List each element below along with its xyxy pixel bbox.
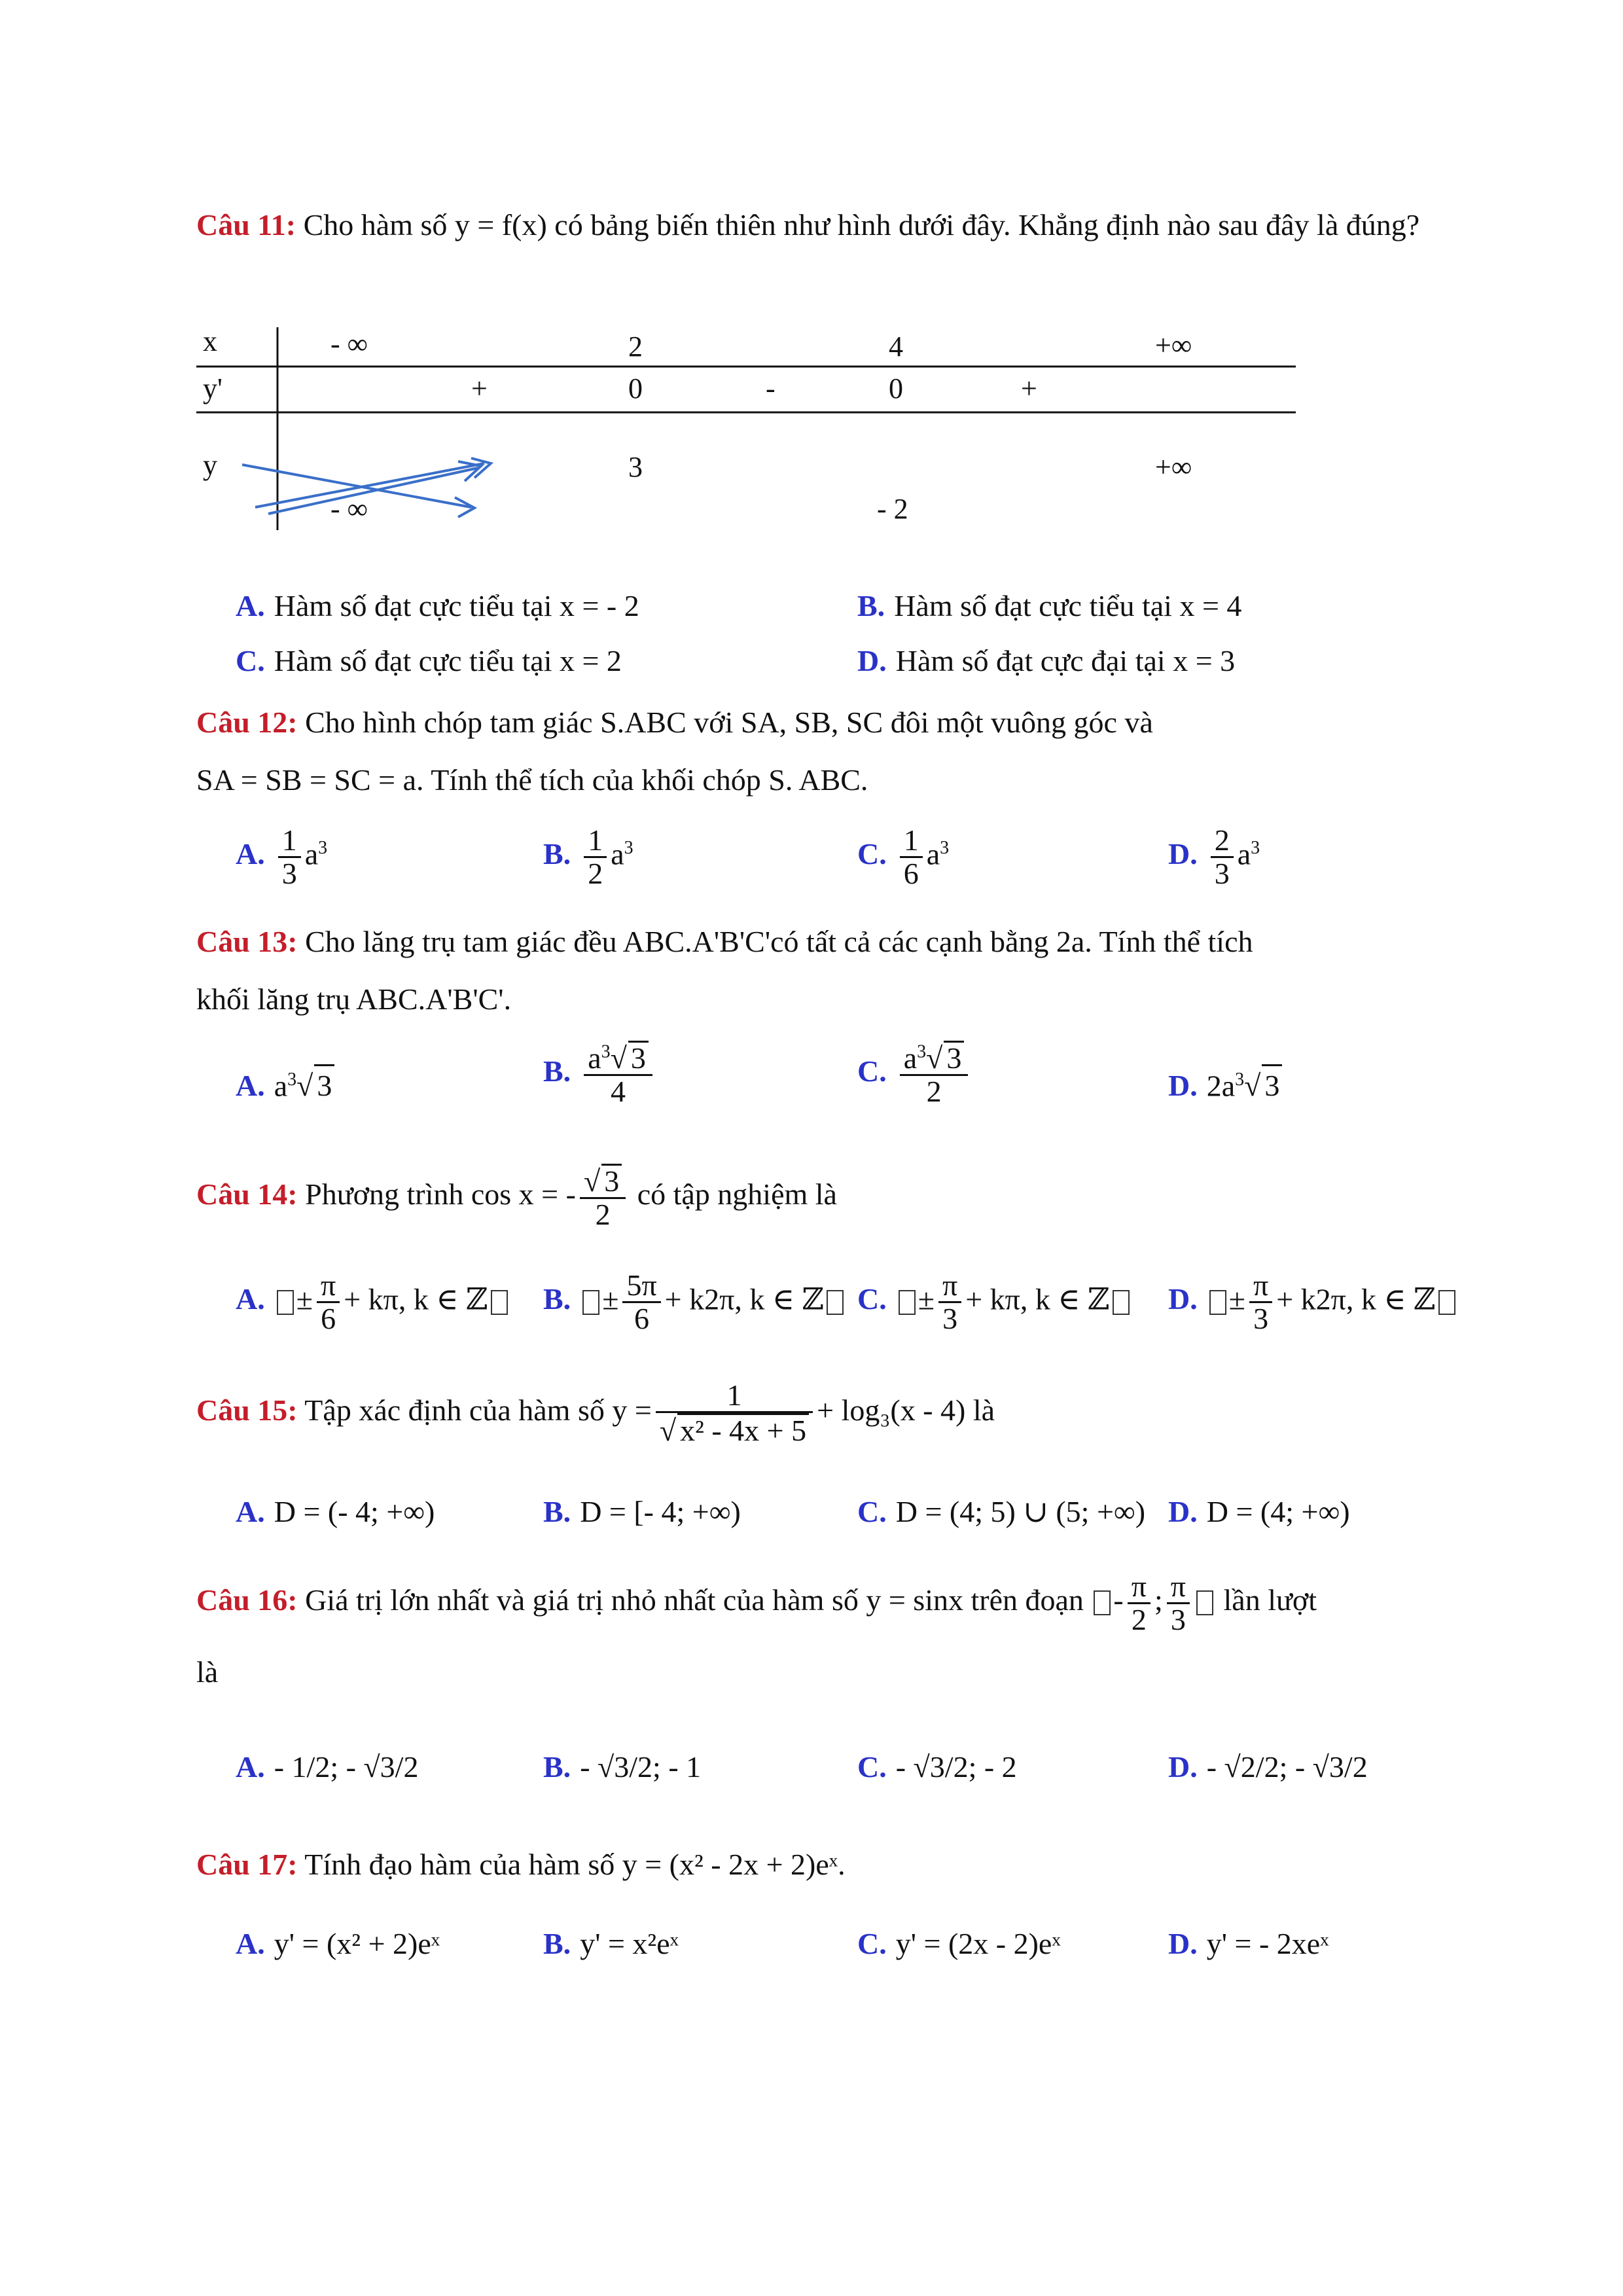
table-row-y-label: y xyxy=(203,449,217,481)
option-17b[interactable] xyxy=(543,1924,679,1964)
math-expression: + log₃(x - 4) xyxy=(817,1393,966,1427)
fraction xyxy=(1249,1270,1272,1335)
derivative-sign: 0 xyxy=(889,372,903,404)
derivative-sign: - xyxy=(766,372,776,404)
question-text: có tất cả các cạnh bằng 2a. Tính thể tích xyxy=(770,925,1253,958)
denominator: 6 xyxy=(321,1302,336,1336)
question-text: Phương trình xyxy=(305,1177,464,1211)
option-11d[interactable] xyxy=(857,641,1235,681)
option-letter: C. xyxy=(857,1927,887,1960)
question-text: lần lượt xyxy=(1223,1583,1317,1617)
y-value: 3 xyxy=(628,451,643,483)
option-12d[interactable] xyxy=(1168,825,1260,890)
question-text: là xyxy=(196,1655,219,1689)
option-17c[interactable] xyxy=(857,1924,1061,1964)
radicand: 3 xyxy=(1262,1064,1282,1105)
option-11b[interactable] xyxy=(857,586,1241,626)
option-math: y' = (2x - 2)eˣ xyxy=(895,1927,1061,1960)
option-letter: B. xyxy=(543,1282,571,1316)
denominator: 3 xyxy=(281,857,297,891)
question-label: Câu 14: xyxy=(196,1177,298,1211)
sqrt-icon: √ xyxy=(926,1041,943,1075)
question-text: Giá trị lớn nhất và giá trị nhỏ nhất của hàm số xyxy=(305,1583,859,1617)
numerator: π xyxy=(1249,1270,1272,1303)
option-letter: D. xyxy=(1168,1927,1198,1960)
question-text: trên đoạn xyxy=(971,1583,1084,1617)
option-letter: A. xyxy=(236,837,265,871)
option-letter: A. xyxy=(236,1750,265,1784)
sqrt-icon: √ xyxy=(296,1069,313,1103)
option-letter: D. xyxy=(1168,1282,1198,1316)
question-text: Tính đạo hàm của hàm số xyxy=(304,1848,615,1881)
fraction xyxy=(584,825,607,890)
option-math: a xyxy=(611,837,624,871)
numerator xyxy=(580,1164,626,1199)
option-math: a xyxy=(903,1041,918,1075)
brace-right-icon xyxy=(1113,1290,1130,1315)
option-letter: C. xyxy=(857,1282,887,1316)
table-row-dy-label: y' xyxy=(203,372,223,404)
fraction xyxy=(938,1270,961,1335)
option-math: D = (- 4; +∞) xyxy=(274,1495,435,1528)
option-letter: B. xyxy=(543,1054,571,1088)
question-text: Tập xác định của hàm số xyxy=(304,1393,605,1427)
option-letter: D. xyxy=(1168,837,1198,871)
option-math: y' = - 2xeˣ xyxy=(1206,1927,1329,1960)
sqrt-icon: √ xyxy=(1244,1069,1261,1103)
option-letter: C. xyxy=(857,1054,887,1088)
option-math: + k2π, k ∈ ℤ xyxy=(664,1282,824,1316)
exponent: 3 xyxy=(287,1069,297,1090)
radicand: x² - 4x + 5 xyxy=(677,1413,809,1446)
fraction xyxy=(622,1270,660,1335)
question-text: có bảng biến thiên như hình dưới đây. Khẳng định nào sau đây là đúng? xyxy=(554,208,1420,242)
option-math: D = [- 4; +∞) xyxy=(580,1495,741,1528)
math-expression: y = f(x) xyxy=(454,208,547,242)
option-text: Hàm số đạt cực tiểu tại xyxy=(274,589,552,622)
numerator: 1 xyxy=(278,825,301,858)
question-label: Câu 11: xyxy=(196,208,296,242)
radicand: 3 xyxy=(628,1041,649,1074)
option-math: - √3/2; - 2 xyxy=(895,1750,1017,1784)
denominator: 3 xyxy=(1253,1302,1269,1336)
question-12 xyxy=(196,694,1427,809)
option-17a[interactable] xyxy=(236,1924,440,1964)
option-11c[interactable] xyxy=(236,641,622,681)
sqrt-icon: √ xyxy=(610,1041,627,1075)
option-letter: C. xyxy=(857,837,887,871)
fraction xyxy=(1167,1571,1190,1636)
option-16d[interactable] xyxy=(1168,1748,1368,1787)
option-letter: B. xyxy=(543,1495,571,1528)
option-16a[interactable] xyxy=(236,1748,418,1787)
sqrt-icon: √ xyxy=(583,1164,601,1198)
option-13a[interactable] xyxy=(236,1060,334,1105)
option-text: Hàm số đạt cực đại tại xyxy=(895,644,1166,677)
option-math: - xyxy=(1113,1583,1124,1617)
denominator: 2 xyxy=(926,1075,942,1109)
option-letter: C. xyxy=(236,644,265,677)
question-label: Câu 13: xyxy=(196,925,298,958)
question-text: Cho lăng trụ tam giác đều xyxy=(305,925,617,958)
fraction xyxy=(278,825,301,890)
numerator: π xyxy=(1128,1571,1150,1604)
denominator xyxy=(656,1413,813,1446)
option-math: + kπ, k ∈ ℤ xyxy=(344,1282,488,1316)
question-text: có tập nghiệm là xyxy=(637,1177,837,1211)
option-13c[interactable] xyxy=(857,1041,972,1108)
numerator: 5π xyxy=(622,1270,660,1303)
math-expression: y = xyxy=(612,1393,652,1427)
option-math: ± xyxy=(1228,1282,1245,1316)
brace-left-icon xyxy=(1209,1290,1226,1315)
option-letter: A. xyxy=(236,1069,265,1103)
numerator: π xyxy=(1167,1571,1190,1604)
option-letter: A. xyxy=(236,1282,265,1316)
option-math: 2a xyxy=(1206,1069,1236,1103)
option-math: D = (4; +∞) xyxy=(1206,1495,1350,1528)
option-math: a xyxy=(926,837,940,871)
y-value: - ∞ xyxy=(330,493,368,525)
option-letter: A. xyxy=(236,1927,265,1960)
option-letter: A. xyxy=(236,589,265,622)
option-math: x = - 2 xyxy=(559,589,639,622)
question-text: Cho hàm số xyxy=(303,208,448,242)
exponent: 3 xyxy=(940,838,950,859)
option-15c[interactable] xyxy=(857,1492,1145,1532)
sqrt-icon: √ xyxy=(659,1414,677,1448)
option-math: - 1/2; - √3/2 xyxy=(274,1750,419,1784)
numerator: 1 xyxy=(900,825,923,858)
math-expression: y = (x² - 2x + 2)eˣ. xyxy=(622,1848,846,1881)
exponent: 3 xyxy=(601,1041,611,1062)
question-14 xyxy=(196,1158,1427,1231)
option-15d[interactable] xyxy=(1168,1492,1350,1532)
variation-table xyxy=(196,321,1296,537)
option-14a[interactable] xyxy=(236,1270,510,1335)
numerator: π xyxy=(317,1270,340,1303)
question-11 xyxy=(196,196,1427,254)
question-label: Câu 12: xyxy=(196,706,298,739)
question-16: Câu 16: Giá trị lớn nhất và giá trị nhỏ nhất của hàm số y = sinx trên đoạn - $\frac{\pi}{2}$ ; $\frac{\pi}{3}$ lần lượt là xyxy=(196,1569,1317,1689)
option-letter: C. xyxy=(857,1495,887,1528)
denominator: 4 xyxy=(611,1075,626,1109)
option-letter: B. xyxy=(857,589,885,622)
exponent: 3 xyxy=(318,838,328,859)
denominator: 3 xyxy=(942,1302,958,1336)
question-label: Câu 16: xyxy=(196,1583,298,1617)
option-16c[interactable] xyxy=(857,1748,1017,1787)
option-letter: D. xyxy=(1168,1750,1198,1784)
radicand: 3 xyxy=(601,1164,622,1197)
fraction xyxy=(900,825,923,890)
option-math: y' = x²eˣ xyxy=(580,1927,679,1960)
option-letter: D. xyxy=(1168,1069,1198,1103)
option-12b[interactable] xyxy=(543,825,633,890)
fraction xyxy=(317,1270,340,1335)
denominator: 6 xyxy=(903,857,919,891)
option-letter: B. xyxy=(543,837,571,871)
fraction xyxy=(656,1380,813,1447)
brace-right-icon xyxy=(491,1290,508,1315)
x-value: 4 xyxy=(889,331,903,363)
question-text: Cho hình chóp tam giác S.ABC với SA, SB, SC đôi một vuông góc và xyxy=(305,706,1153,739)
exponent: 3 xyxy=(1235,1069,1245,1090)
option-text: Hàm số đạt cực tiểu tại xyxy=(894,589,1172,622)
math-expression: ABC.A'B'C'. xyxy=(356,982,512,1016)
option-14c[interactable] xyxy=(857,1270,1132,1335)
radicand: 3 xyxy=(314,1064,334,1105)
option-letter: D. xyxy=(1168,1495,1198,1528)
option-math: D = (4; 5) ∪ (5; +∞) xyxy=(895,1495,1146,1528)
question-text: là xyxy=(972,1393,995,1427)
option-letter: A. xyxy=(236,1495,265,1528)
option-text: Hàm số đạt cực tiểu tại xyxy=(274,644,552,677)
question-13 xyxy=(196,913,1427,1028)
math-expression: y = sinx xyxy=(866,1583,963,1617)
denominator: 2 xyxy=(588,857,603,891)
math-expression: cos x = - xyxy=(471,1177,576,1211)
option-17d[interactable] xyxy=(1168,1924,1329,1964)
option-math: a xyxy=(304,837,319,871)
denominator: 2 xyxy=(595,1198,611,1232)
numerator: 1 xyxy=(584,825,607,858)
option-math: + k2π, k ∈ ℤ xyxy=(1276,1282,1436,1316)
radicand: 3 xyxy=(944,1041,964,1074)
option-math: ± xyxy=(918,1282,935,1316)
exponent: 3 xyxy=(1251,838,1260,859)
bracket-left-icon xyxy=(1094,1590,1111,1615)
brace-right-icon xyxy=(1438,1290,1455,1315)
denominator: 3 xyxy=(1170,1602,1186,1636)
option-letter: C. xyxy=(857,1750,887,1784)
numerator: 1 xyxy=(656,1380,813,1413)
option-15b[interactable] xyxy=(543,1492,741,1532)
numerator: 2 xyxy=(1211,825,1234,858)
numerator: π xyxy=(938,1270,961,1303)
brace-left-icon xyxy=(582,1290,599,1315)
option-math: x = 3 xyxy=(1173,644,1236,677)
brace-right-icon xyxy=(827,1290,844,1315)
bracket-right-icon xyxy=(1196,1590,1213,1615)
option-12c[interactable] xyxy=(857,825,949,890)
x-value: +∞ xyxy=(1155,329,1192,361)
brace-left-icon xyxy=(899,1290,916,1315)
question-15 xyxy=(196,1374,1427,1447)
numerator xyxy=(584,1041,652,1076)
question-text: khối lăng trụ xyxy=(196,982,351,1016)
option-15a[interactable] xyxy=(236,1492,435,1532)
question-label: Câu 17: xyxy=(196,1848,298,1881)
option-math: + kπ, k ∈ ℤ xyxy=(965,1282,1110,1316)
option-letter: B. xyxy=(543,1927,571,1960)
option-math: a xyxy=(1237,837,1251,871)
option-math: a xyxy=(588,1041,601,1075)
exponent: 3 xyxy=(624,838,633,859)
option-13b[interactable] xyxy=(543,1041,656,1108)
math-expression: ABC.A'B'C' xyxy=(622,925,771,958)
denominator: 2 xyxy=(1131,1602,1147,1636)
fraction xyxy=(900,1041,969,1108)
y-value: +∞ xyxy=(1155,451,1192,483)
exponent: 3 xyxy=(917,1041,927,1062)
fraction xyxy=(580,1164,626,1231)
numerator xyxy=(900,1041,969,1076)
x-value: - ∞ xyxy=(330,328,368,360)
fraction xyxy=(1211,825,1234,890)
option-14b[interactable] xyxy=(543,1270,846,1335)
option-math: - √3/2; - 1 xyxy=(580,1750,702,1784)
option-math: a xyxy=(274,1069,288,1103)
math-expression: SA = SB = SC = a. xyxy=(196,763,424,797)
option-math: x = 2 xyxy=(559,644,622,677)
option-math: ± xyxy=(296,1282,313,1316)
question-text: Tính thể tích của khối chóp S. ABC. xyxy=(431,763,868,797)
denominator: 3 xyxy=(1214,857,1230,891)
option-16b[interactable] xyxy=(543,1748,701,1787)
question-label: Câu 15: xyxy=(196,1393,298,1427)
derivative-sign: 0 xyxy=(628,372,643,404)
fraction xyxy=(1128,1571,1150,1636)
derivative-sign: + xyxy=(471,372,488,404)
option-letter: B. xyxy=(543,1750,571,1784)
question-17 xyxy=(196,1836,1427,1893)
fraction xyxy=(584,1041,652,1108)
option-13d[interactable] xyxy=(1168,1060,1282,1105)
option-math: y' = (x² + 2)eˣ xyxy=(274,1927,440,1960)
option-math: ± xyxy=(602,1282,619,1316)
option-math: x = 4 xyxy=(1179,589,1242,622)
option-12a[interactable] xyxy=(236,825,327,890)
option-letter: D. xyxy=(857,644,887,677)
option-math: - √2/2; - √3/2 xyxy=(1206,1750,1368,1784)
derivative-sign: + xyxy=(1021,372,1037,404)
denominator: 6 xyxy=(634,1302,650,1336)
option-11a[interactable] xyxy=(236,586,639,626)
y-value: - 2 xyxy=(877,493,908,525)
table-row-x-label: x xyxy=(203,325,217,357)
x-value: 2 xyxy=(628,331,643,363)
brace-left-icon xyxy=(277,1290,294,1315)
option-14d[interactable] xyxy=(1168,1270,1458,1335)
